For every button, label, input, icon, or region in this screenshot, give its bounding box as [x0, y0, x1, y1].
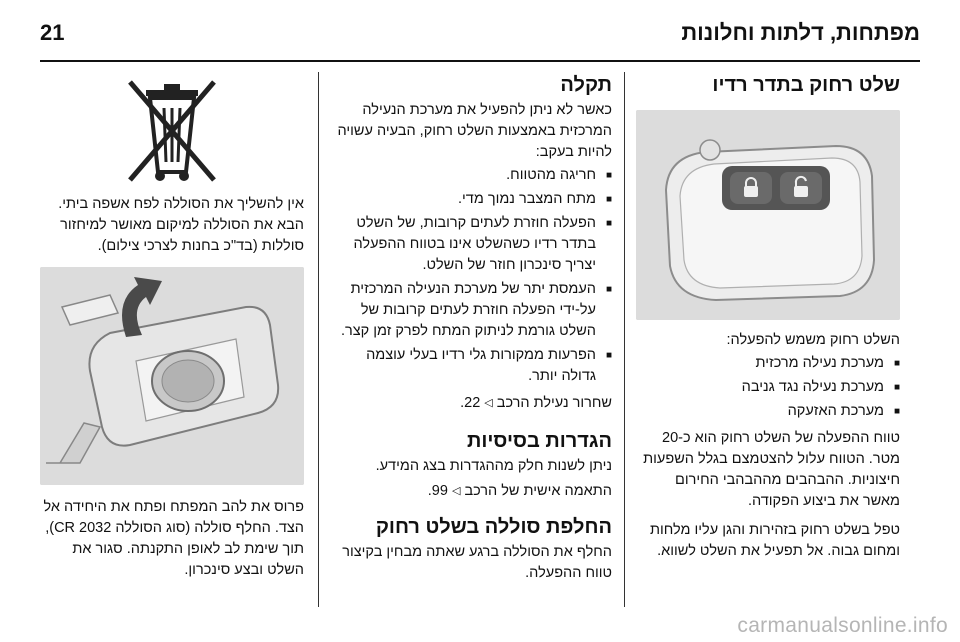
left-column — [40, 72, 304, 581]
arrow-left-icon: ◁ — [451, 485, 461, 497]
list-item: ■ הפעלה חוזרת לעתים קרובות, של השלט בתדר רדיו כשהשלט אינו בטווח ההפעלה יצריך סינכרון חוזר של השלט. — [330, 213, 612, 276]
care-paragraph: טפל בשלט רחוק בזהירות והגן עליו מלחות ומחום גבוה. אל תפעיל את השלט לשווא. — [649, 522, 900, 559]
list-item: ■ מתח המצבר נמוך מדי. — [330, 189, 612, 210]
crossed-out-bin-icon — [112, 76, 232, 186]
fault-heading: תקלה — [560, 74, 612, 96]
page-title: מפתחות, דלתות וחלונות — [681, 20, 920, 45]
remote-intro-text: השלט רחוק משמש להפעלה: — [726, 332, 900, 348]
battery-disposal-text: אין להשליך את הסוללה לפח אשפה ביתי. הבא את הסוללה למיקום מאושר למיחזור סוללות (בד"כ בחנות לצרכי צילום). — [58, 196, 304, 254]
list-item: ■ מערכת נעילה נגד גניבה — [636, 377, 900, 398]
column-divider-right — [624, 72, 625, 607]
basic-settings-heading: הגדרות בסיסיות — [467, 430, 612, 452]
battery-replacement-image — [40, 267, 304, 485]
basic-page-reference: התאמה אישית של הרכב ◁ 99. — [428, 481, 612, 502]
basic-settings-text: ניתן לשנות חלק מההגדרות בצג המידע. — [375, 458, 612, 474]
reference-page: 99 — [431, 483, 448, 499]
remote-control-heading: שלט רחוק בתדר רדיו — [712, 74, 900, 96]
arrow-left-icon: ◁ — [484, 397, 493, 409]
fault-intro-text: כאשר לא ניתן להפעיל את מערכת הנעילה המרכזית באמצעות השלט רחוק, הבעיה עשויה להיות בעקב: — [337, 102, 612, 160]
list-item: ■ מערכת האזעקה — [636, 401, 900, 422]
column-divider-left — [318, 72, 319, 607]
remote-key-image — [636, 110, 900, 320]
reference-text: שחרור נעילת הרכב — [496, 395, 612, 411]
fault-causes-list — [330, 165, 612, 387]
header-rule — [40, 60, 920, 62]
fault-page-reference: שחרור נעילת הרכב ◁ 22. — [460, 393, 612, 414]
reference-page: 22 — [464, 395, 481, 411]
battery-replacement-steps: פרוס את להב המפתח ופתח את היחידה אל הצד. החלף סוללה (סוג הסוללה CR 2032), תוך שימת לב לאופן התקנתה. סגור את השלט ובצע סינכרון. — [43, 499, 304, 578]
battery-replacement-heading: החלפת סוללה בשלט רחוק — [375, 516, 612, 538]
list-item: ■ העמסת יתר של מערכת הנעילה המרכזית על-ידי הפעלה חוזרת לעתים קרובות של השלט גורמת לניתוק המתח לפרק זמן קצר. — [330, 279, 612, 342]
page-number: 21 — [40, 20, 65, 45]
right-column — [636, 72, 900, 562]
list-item: ■ מערכת נעילה מרכזית — [636, 353, 900, 374]
reference-text: התאמה אישית של הרכב — [464, 483, 612, 499]
page-header — [40, 8, 920, 58]
remote-functions-list — [636, 353, 900, 422]
list-item: ■ חריגה מהטווח. — [330, 165, 612, 186]
middle-column — [330, 72, 612, 584]
site-watermark: carmanualsonline.info — [737, 614, 948, 637]
list-item: ■ הפרעות ממקורות גלי רדיו בעלי עוצמה גדולה יותר. — [330, 345, 612, 387]
range-paragraph: טווח ההפעלה של השלט רחוק הוא כ-20 מטר. הטווח עלול להצטמצם בגלל השפעות חיצוניות. ההבהבים מההבהבי החירום מאשר את ביצוע הפקודה. — [643, 430, 900, 509]
battery-replacement-text: החלף את הסוללה ברגע שאתה מבחין בקיצור טווח ההפעלה. — [342, 544, 612, 581]
